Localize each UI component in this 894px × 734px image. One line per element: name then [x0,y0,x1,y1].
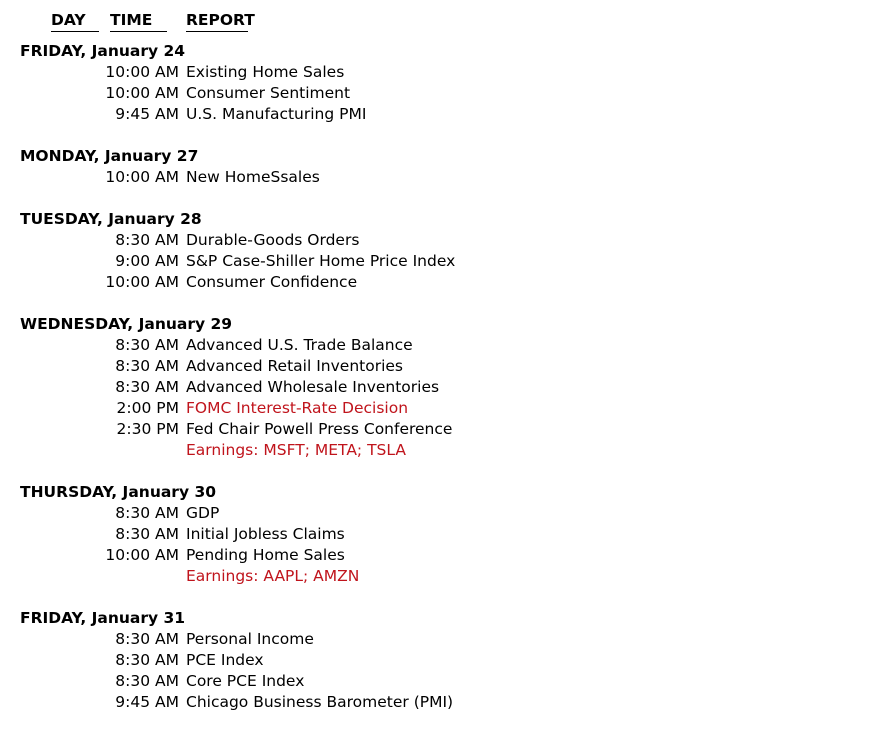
day-block [0,314,894,461]
event-report: GDP [186,504,220,522]
event-row [0,230,894,251]
event-row [0,650,894,671]
event-time: 10:00 AM [105,168,179,186]
event-row [0,377,894,398]
event-row [0,83,894,104]
event-time: 8:30 AM [115,336,179,354]
day-block [0,209,894,293]
day-heading: WEDNESDAY, January 29 [20,315,233,333]
event-time: 9:45 AM [115,693,179,711]
event-report: Existing Home Sales [186,63,345,81]
event-row [0,335,894,356]
event-time: 10:00 AM [105,84,179,102]
column-header-time: TIME [110,10,167,32]
schedule-list [0,41,894,734]
event-report: Advanced Wholesale Inventories [186,378,440,396]
event-report: PCE Index [186,651,264,669]
event-time: 2:00 PM [116,399,179,417]
event-report: Advanced Retail Inventories [186,357,403,375]
event-time: 8:30 AM [115,231,179,249]
day-block [0,608,894,713]
event-row [0,251,894,272]
event-report: New HomeSsales [186,168,320,186]
event-time: 8:30 AM [115,525,179,543]
event-row [0,167,894,188]
day-heading: TUESDAY, January 28 [20,210,202,228]
event-report: Chicago Business Barometer (PMI) [186,693,454,711]
day-heading: MONDAY, January 27 [20,147,199,165]
event-report-highlighted: Earnings: MSFT; META; TSLA [186,441,406,459]
event-report: Initial Jobless Claims [186,525,345,543]
event-row [0,104,894,125]
event-time: 2:30 PM [116,420,179,438]
event-row [0,356,894,377]
column-header-report: REPORT [186,10,248,32]
event-report: Personal Income [186,630,314,648]
event-row [0,419,894,440]
event-report: Fed Chair Powell Press Conference [186,420,453,438]
event-report: Pending Home Sales [186,546,345,564]
event-report: Consumer Sentiment [186,84,351,102]
event-row [0,629,894,650]
column-header-row [0,10,894,31]
event-time: 10:00 AM [105,273,179,291]
event-report-highlighted: Earnings: AAPL; AMZN [186,567,360,585]
event-report: Advanced U.S. Trade Balance [186,336,413,354]
event-row [0,398,894,419]
event-report: Consumer Confidence [186,273,358,291]
event-report: U.S. Manufacturing PMI [186,105,367,123]
event-time: 8:30 AM [115,357,179,375]
day-block [0,41,894,125]
event-time: 8:30 AM [115,504,179,522]
event-report-highlighted: FOMC Interest-Rate Decision [186,399,409,417]
event-report: S&P Case-Shiller Home Price Index [186,252,456,270]
event-time: 9:00 AM [115,252,179,270]
event-report: Durable-Goods Orders [186,231,360,249]
event-row [0,62,894,83]
event-time: 10:00 AM [105,63,179,81]
event-row [0,671,894,692]
event-row [0,272,894,293]
event-row [0,692,894,713]
day-block [0,482,894,587]
event-row [0,440,894,461]
event-time: 9:45 AM [115,105,179,123]
day-block [0,146,894,188]
column-header-day: DAY [51,10,99,32]
event-time: 8:30 AM [115,630,179,648]
event-row [0,524,894,545]
event-time: 8:30 AM [115,651,179,669]
event-report: Core PCE Index [186,672,305,690]
event-time: 8:30 AM [115,672,179,690]
event-row [0,566,894,587]
day-heading: FRIDAY, January 31 [20,609,186,627]
event-row [0,545,894,566]
day-heading: FRIDAY, January 24 [20,42,186,60]
day-heading: THURSDAY, January 30 [20,483,217,501]
event-time: 10:00 AM [105,546,179,564]
event-row [0,503,894,524]
event-time: 8:30 AM [115,378,179,396]
